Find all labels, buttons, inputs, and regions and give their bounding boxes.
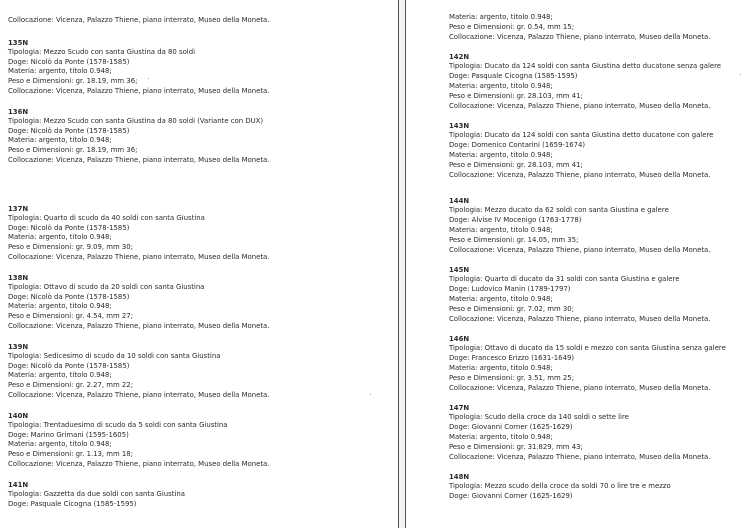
entry-tipologia: Tipologia: Mezzo Scudo con santa Giustina da 80 soldi (Variante con DUX) [8, 116, 264, 125]
entry-number: 144N [449, 197, 470, 206]
entry-materia: Materia: argento, titolo 0.948; [449, 150, 553, 159]
entry-materia: Materia: argento, titolo 0.948; [8, 136, 112, 145]
entry-number: 147N [449, 404, 470, 413]
entry-number: 143N [449, 122, 470, 131]
entry-tipologia: Tipologia: Mezzo ducato da 62 soldi con santa Giustina e galere [449, 206, 669, 215]
entry-materia: Materia: argento, titolo 0.948; [8, 233, 112, 242]
entry-number: 135N [8, 38, 29, 47]
entry-number: 145N [449, 266, 470, 275]
entry-collocazione: Collocazione: Vicenza, Palazzo Thiene, piano interrato, Museo della Moneta. [449, 101, 711, 110]
entry-peso: Peso e Dimensioni: gr. 14.05, mm 35; [449, 235, 579, 244]
entry-peso: Peso e Dimensioni: gr. 1.13, mm 18; [8, 450, 134, 459]
entry-peso: Peso e Dimensioni: gr. 4.54, mm 27; [8, 312, 134, 321]
catalog-entry-147N [449, 403, 750, 462]
entry-tipologia: Tipologia: Sedicesimo di scudo da 10 soldi con santa Giustina [8, 351, 221, 360]
entry-tipologia: Tipologia: Ducato da 124 soldi con santa Giustina detto ducatone con galere [449, 131, 714, 140]
entry-materia: Materia: argento, titolo 0.948; [449, 432, 553, 441]
entry-tipologia: Tipologia: Ducato da 124 soldi con santa Giustina detto ducatone senza galere [449, 62, 722, 71]
entry-tipologia: Tipologia: Mezzo scudo della croce da soldi 70 o lire tre e mezzo [449, 482, 671, 491]
entry-tipologia: Tipologia: Scudo della croce da 140 soldi o sette lire [449, 413, 629, 422]
right-page [405, 0, 750, 528]
catalog-entry-135N [8, 38, 398, 97]
entry-tipologia: Tipologia: Quarto di ducato da 31 soldi con santa Giustina e galere [449, 275, 680, 284]
entry-doge: Doge: Giovanni Corner (1625-1629) [449, 492, 573, 501]
left-top-fragment: Collocazione: Vicenza, Palazzo Thiene, piano interrato, Museo della Moneta. [8, 16, 270, 24]
scan-speck [370, 394, 371, 395]
entry-peso: Peso e Dimensioni: gr. 2.27, mm 22; [8, 381, 134, 390]
entry-collocazione: Collocazione: Vicenza, Palazzo Thiene, piano interrato, Museo della Moneta. [449, 314, 711, 323]
entry-number: 137N [8, 204, 29, 213]
entry-tipologia: Tipologia: Mezzo Scudo con santa Giustina da 80 soldi [8, 47, 196, 56]
entry-doge: Doge: Domenico Contarini (1659-1674) [449, 141, 586, 150]
entry-doge: Doge: Marino Grimani (1595-1605) [8, 430, 129, 439]
entry-collocazione: Collocazione: Vicenza, Palazzo Thiene, piano interrato, Museo della Moneta. [449, 245, 711, 254]
entry-materia: Materia: argento, titolo 0.948; [8, 302, 112, 311]
catalog-entry-146N [449, 334, 750, 393]
entry-doge: Doge: Nicolò da Ponte (1578-1585) [8, 57, 130, 66]
entry-collocazione: Collocazione: Vicenza, Palazzo Thiene, piano interrato, Museo della Moneta. [8, 321, 270, 330]
entry-peso: Peso e Dimensioni: gr. 7.02, mm 30; [449, 304, 575, 313]
entry-number: 140N [8, 411, 29, 420]
entry-materia: Materia: argento, titolo 0.948; [8, 440, 112, 449]
entry-doge: Doge: Pasquale Cicogna (1585-1595) [8, 499, 137, 508]
entry-collocazione: Collocazione: Vicenza, Palazzo Thiene, piano interrato, Museo della Moneta. [8, 86, 270, 95]
entry-doge: Doge: Nicolò da Ponte (1578-1585) [8, 292, 130, 301]
catalog-entry-144N [449, 196, 750, 255]
entry-number: 138N [8, 273, 29, 282]
scan-speck [740, 74, 741, 75]
entry-number: 142N [449, 53, 470, 62]
entry-peso: Peso e Dimensioni: gr. 31.829, mm 43; [449, 442, 583, 451]
entry-collocazione: Collocazione: Vicenza, Palazzo Thiene, piano interrato, Museo della Moneta. [8, 390, 270, 399]
entry-doge: Doge: Giovanni Corner (1625-1629) [449, 423, 573, 432]
right-fragment-peso: Peso e Dimensioni: gr. 0.54, mm 15; [449, 22, 575, 31]
entry-materia: Materia: argento, titolo 0.948; [449, 363, 553, 372]
catalog-entry-145N [449, 265, 750, 324]
right-page-content [406, 0, 750, 502]
entry-tipologia: Tipologia: Ottavo di ducato da 15 soldi e mezzo con santa Giustina senza galere [449, 344, 726, 353]
entry-materia: Materia: argento, titolo 0.948; [8, 371, 112, 380]
entry-peso: Peso e Dimensioni: gr. 28.103, mm 41; [449, 91, 583, 100]
catalog-entry-136N [8, 107, 398, 166]
entry-number: 141N [8, 480, 29, 489]
entry-collocazione: Collocazione: Vicenza, Palazzo Thiene, piano interrato, Museo della Moneta. [449, 383, 711, 392]
entry-materia: Materia: argento, titolo 0.948; [449, 81, 553, 90]
catalog-entry-137N [8, 204, 398, 263]
entry-doge: Doge: Nicolò da Ponte (1578-1585) [8, 126, 130, 135]
entry-peso: Peso e Dimensioni: gr. 18.19, mm 36; [8, 77, 138, 86]
entry-peso: Peso e Dimensioni: gr. 18.19, mm 36; [8, 146, 138, 155]
catalog-entry-138N [8, 273, 398, 332]
entry-tipologia: Tipologia: Gazzetta da due soldi con santa Giustina [8, 489, 185, 498]
entry-peso: Peso e Dimensioni: gr. 28.103, mm 41; [449, 160, 583, 169]
entry-collocazione: Collocazione: Vicenza, Palazzo Thiene, piano interrato, Museo della Moneta. [449, 452, 711, 461]
scan-speck [148, 78, 149, 79]
entry-materia: Materia: argento, titolo 0.948; [449, 225, 553, 234]
entry-peso: Peso e Dimensioni: gr. 9.09, mm 30; [8, 243, 134, 252]
catalog-entry-140N [8, 411, 398, 470]
entry-number: 148N [449, 473, 470, 482]
catalog-entry-142N [449, 52, 750, 111]
catalog-entry-148N [449, 472, 750, 502]
entry-doge: Doge: Pasquale Cicogna (1585-1595) [449, 72, 578, 81]
entry-tipologia: Tipologia: Ottavo di scudo da 20 soldi con santa Giustina [8, 282, 205, 291]
entry-number: 139N [8, 342, 29, 351]
entry-doge: Doge: Alvise IV Mocenigo (1763-1778) [449, 216, 582, 225]
entry-doge: Doge: Nicolò da Ponte (1578-1585) [8, 361, 130, 370]
entry-doge: Doge: Nicolò da Ponte (1578-1585) [8, 223, 130, 232]
entry-doge: Doge: Francesco Erizzo (1631-1649) [449, 354, 575, 363]
entry-collocazione: Collocazione: Vicenza, Palazzo Thiene, piano interrato, Museo della Moneta. [449, 170, 711, 179]
entry-collocazione: Collocazione: Vicenza, Palazzo Thiene, piano interrato, Museo della Moneta. [8, 252, 270, 261]
entry-materia: Materia: argento, titolo 0.948; [8, 67, 112, 76]
entry-collocazione: Collocazione: Vicenza, Palazzo Thiene, piano interrato, Museo della Moneta. [8, 459, 270, 468]
entry-collocazione: Collocazione: Vicenza, Palazzo Thiene, piano interrato, Museo della Moneta. [8, 155, 270, 164]
right-fragment-collocazione: Collocazione: Vicenza, Palazzo Thiene, piano interrato, Museo della Moneta. [449, 32, 711, 41]
entry-tipologia: Tipologia: Quarto di scudo da 40 soldi con santa Giustina [8, 213, 205, 222]
entry-peso: Peso e Dimensioni: gr. 3.51, mm 25; [449, 373, 575, 382]
entry-number: 136N [8, 107, 29, 116]
catalog-entry-141N [8, 480, 398, 510]
entry-doge: Doge: Ludovico Manin (1789-1797) [449, 285, 571, 294]
entry-tipologia: Tipologia: Trentaduesimo di scudo da 5 soldi con santa Giustina [8, 420, 228, 429]
catalog-entry-139N [8, 342, 398, 401]
right-fragment-materia: Materia: argento, titolo 0.948; [449, 13, 553, 21]
entry-number: 146N [449, 335, 470, 344]
catalog-entry-143N [449, 121, 750, 180]
entry-materia: Materia: argento, titolo 0.948; [449, 294, 553, 303]
